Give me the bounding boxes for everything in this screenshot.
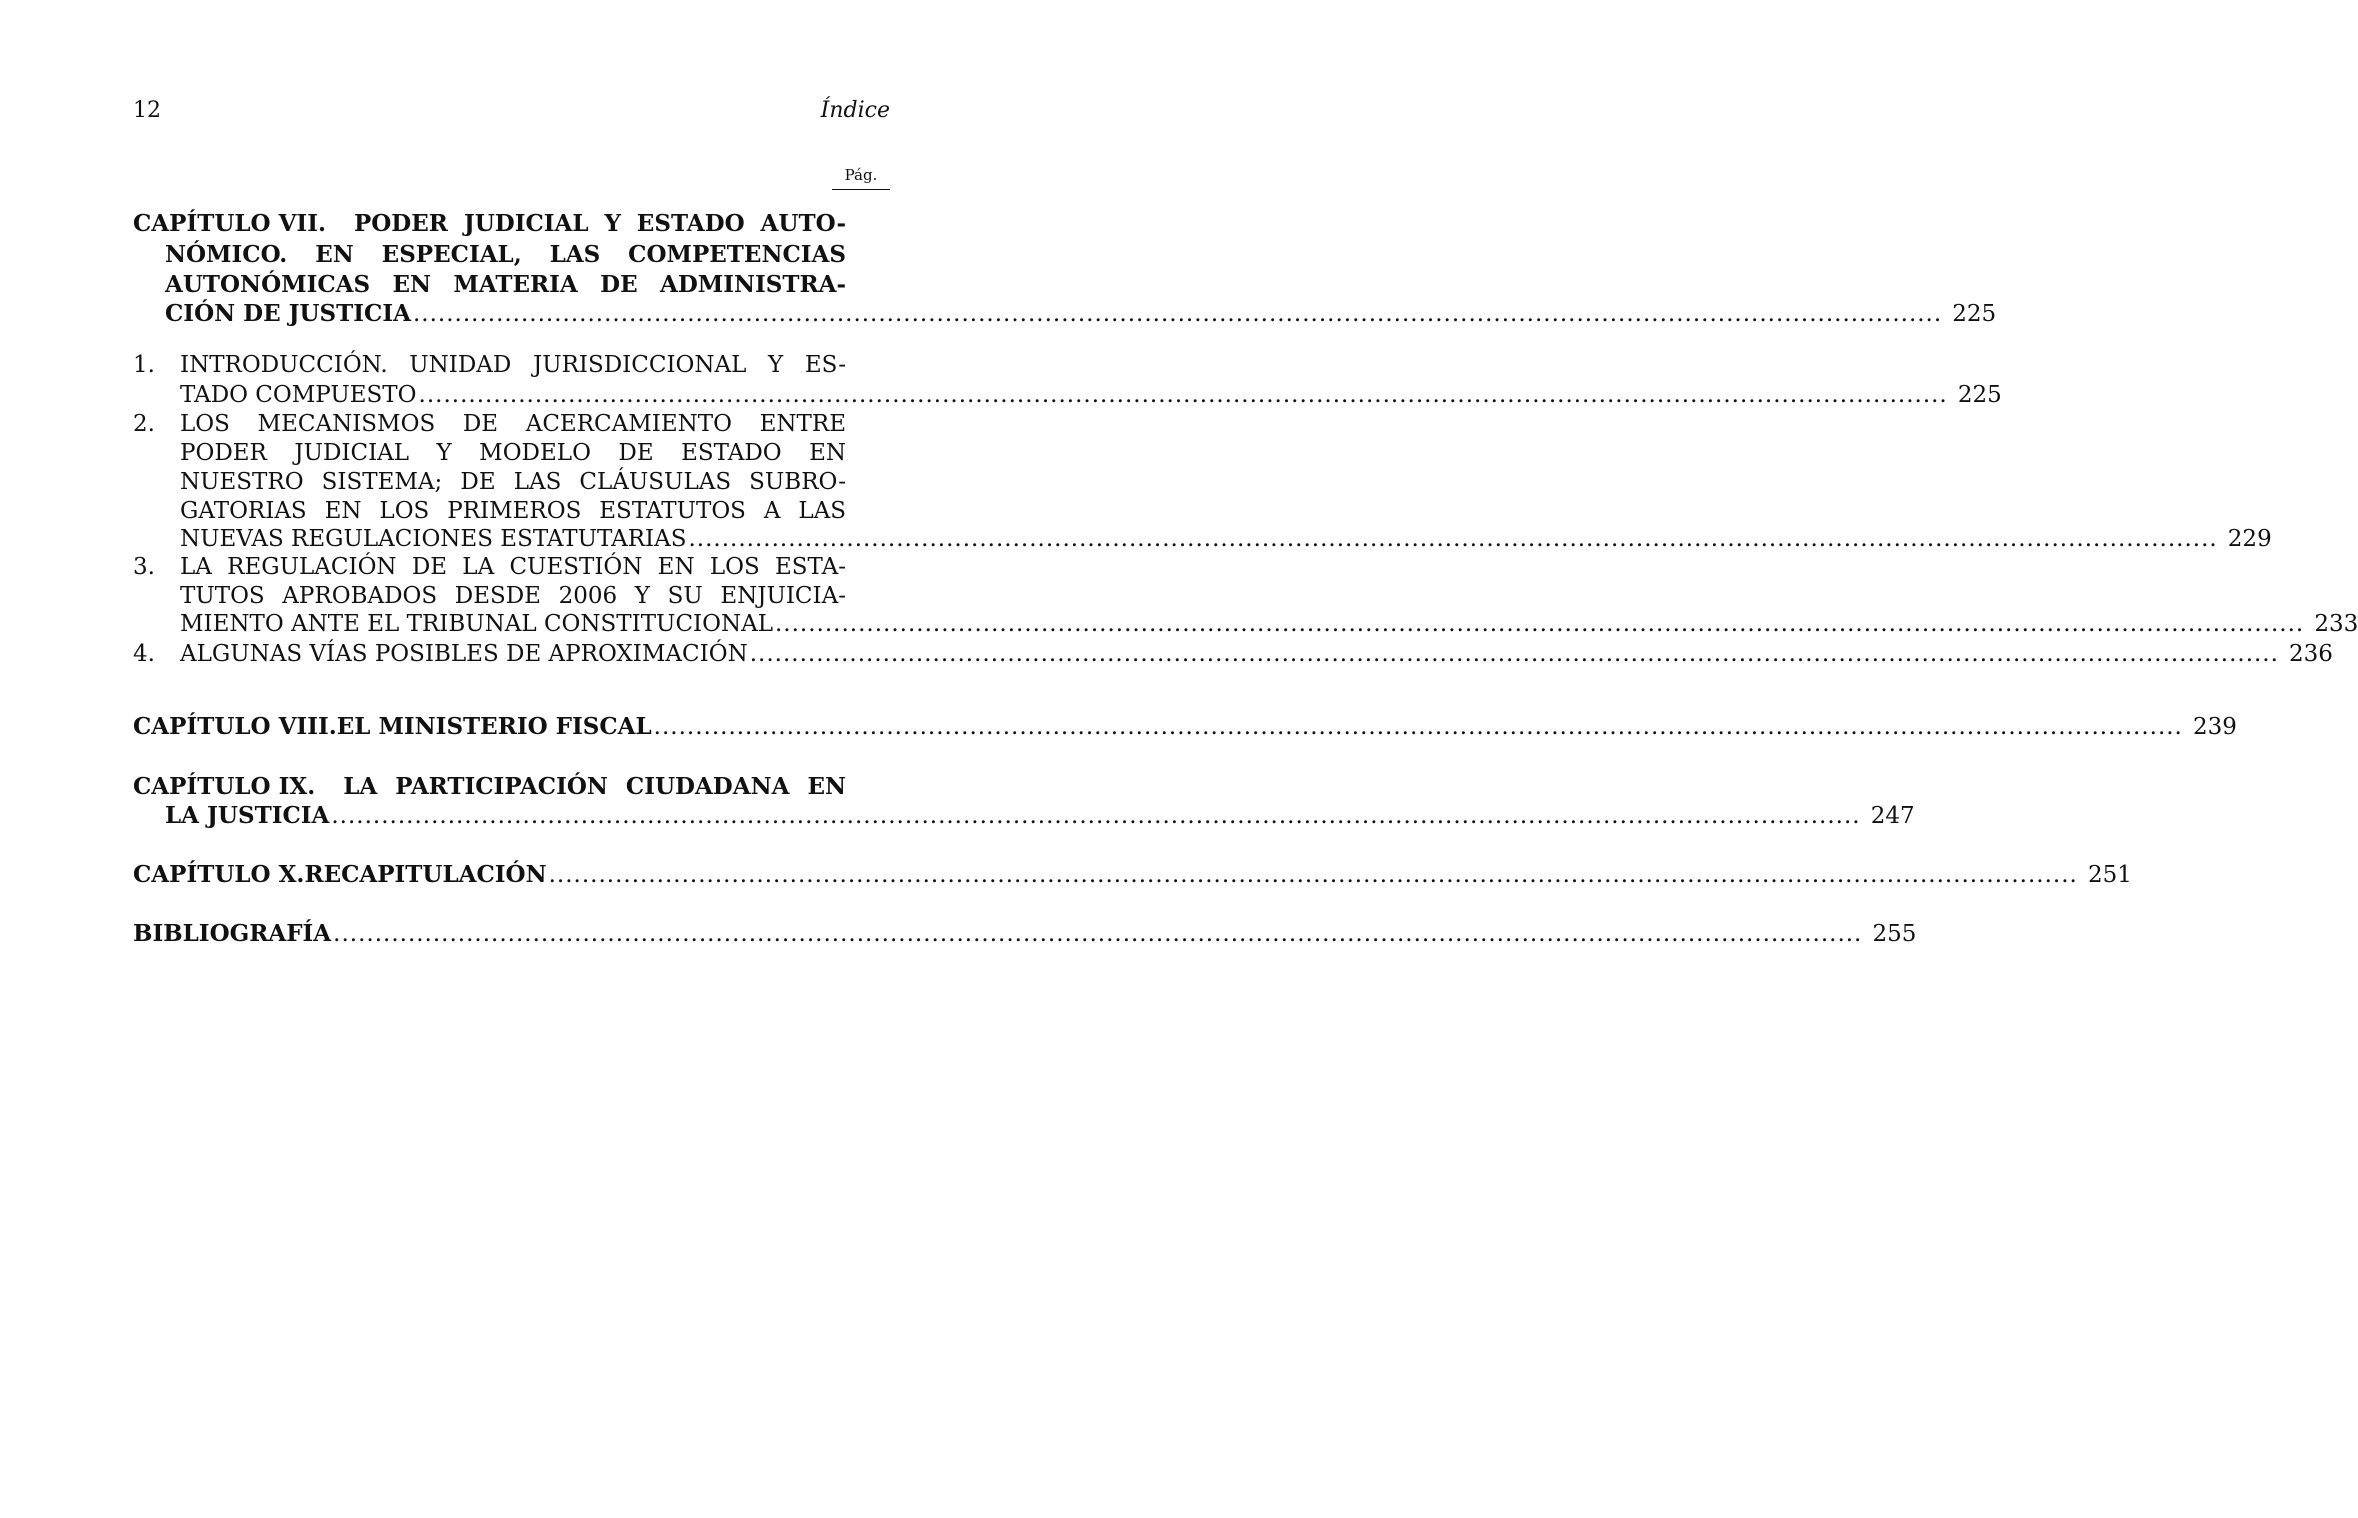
- toc-line: [133, 409, 890, 439]
- bibliography-title: BIBLIOGRAFÍA: [133, 920, 332, 947]
- dot-leader: ........................................................................................................................................................................................: [548, 862, 2078, 888]
- section-title-line: GATORIAS EN LOS PRIMEROS ESTATUTOS A LAS: [180, 498, 846, 524]
- section-title-line: NUESTRO SISTEMA; DE LAS CLÁUSULAS SUBRO-: [180, 469, 846, 495]
- page-ref: 233: [2314, 611, 2358, 637]
- section-title-line: LA REGULACIÓN DE LA CUESTIÓN EN LOS ESTA-: [180, 554, 846, 580]
- section-number: 2.: [133, 411, 155, 437]
- chapter-title-line: NÓMICO. EN ESPECIAL, LAS COMPETENCIAS: [165, 241, 846, 268]
- page-ref: 236: [2289, 641, 2333, 667]
- chapter-title-line: CIÓN DE JUSTICIA: [165, 300, 411, 327]
- chapter-label: CAPÍTULO VIII.: [133, 713, 337, 740]
- toc-line: [133, 860, 2132, 890]
- section-title-line: TADO COMPUESTO: [180, 382, 417, 408]
- chapter-title-line: LA PARTICIPACIÓN CIUDADANA EN: [343, 773, 846, 800]
- section-title-line: INTRODUCCIÓN. UNIDAD JURISDICCIONAL Y ES-: [180, 352, 846, 378]
- dot-leader: ........................................................................................................................................................................................: [688, 526, 2218, 552]
- dot-leader: ........................................................................................................................................................................................: [331, 803, 1861, 829]
- toc-line: [133, 712, 2237, 742]
- page-ref: 251: [2087, 862, 2132, 888]
- toc-line: [165, 801, 1915, 831]
- dot-leader: ........................................................................................................................................................................................: [418, 382, 1948, 408]
- section-title-line: ALGUNAS VÍAS POSIBLES DE APROXIMACIÓN: [180, 641, 748, 667]
- toc-line: [133, 467, 890, 497]
- toc-line: [165, 240, 890, 270]
- section-title-line: MIENTO ANTE EL TRIBUNAL CONSTITUCIONAL: [180, 611, 773, 637]
- section-number: 3.: [133, 554, 155, 580]
- dot-leader: ........................................................................................................................................................................................: [775, 611, 2305, 637]
- chapter-label: CAPÍTULO VII.: [133, 210, 326, 237]
- toc-line: [165, 270, 890, 300]
- toc-line: [133, 380, 2002, 410]
- page-ref: 225: [1957, 382, 2002, 408]
- page-ref: 247: [1870, 803, 1915, 829]
- toc-line: [165, 299, 1997, 329]
- section-title-line: TUTOS APROBADOS DESDE 2006 Y SU ENJUICIA-: [180, 583, 846, 609]
- page-ref: 225: [1952, 301, 1997, 327]
- section-number: 4.: [133, 641, 155, 667]
- toc-line: [133, 581, 890, 611]
- dot-leader: ........................................................................................................................................................................................: [412, 301, 1943, 327]
- chapter-title: EL MINISTERIO FISCAL: [336, 713, 652, 740]
- page-number: 12: [133, 98, 161, 123]
- toc-line: [133, 772, 890, 802]
- chapter-label: CAPÍTULO X.: [133, 861, 305, 888]
- section-title-line: LOS MECANISMOS DE ACERCAMIENTO ENTRE: [180, 411, 846, 437]
- dot-leader: ........................................................................................................................................................................................: [749, 641, 2279, 667]
- chapter-label: CAPÍTULO IX.: [133, 773, 316, 800]
- pag-column-label: Pág.: [832, 166, 890, 190]
- toc-line: [133, 438, 890, 468]
- toc-line: [133, 639, 2333, 669]
- chapter-title-line: PODER JUDICIAL Y ESTADO AUTO-: [353, 210, 846, 237]
- section-number: 1.: [133, 352, 155, 378]
- page-ref: 239: [2192, 714, 2237, 740]
- dot-leader: ........................................................................................................................................................................................: [333, 921, 1863, 947]
- chapter-title-line: LA JUSTICIA: [165, 802, 330, 829]
- running-title: Índice: [820, 98, 890, 123]
- section-title-line: PODER JUDICIAL Y MODELO DE ESTADO EN: [180, 440, 846, 466]
- page-ref: 255: [1872, 921, 1917, 947]
- toc-line: [133, 350, 890, 380]
- dot-leader: ........................................................................................................................................................................................: [653, 714, 2183, 740]
- chapter-title-line: AUTONÓMICAS EN MATERIA DE ADMINISTRA-: [165, 271, 846, 298]
- toc-line: [133, 919, 1917, 949]
- toc-line: [133, 524, 2272, 554]
- chapter-title: RECAPITULACIÓN: [304, 861, 547, 888]
- toc-line: [133, 496, 890, 526]
- toc-line: [133, 552, 890, 582]
- section-title-line: NUEVAS REGULACIONES ESTATUTARIAS: [180, 526, 687, 552]
- toc-line: [133, 609, 2358, 639]
- toc-line: [133, 209, 890, 239]
- page-ref: 229: [2227, 526, 2272, 552]
